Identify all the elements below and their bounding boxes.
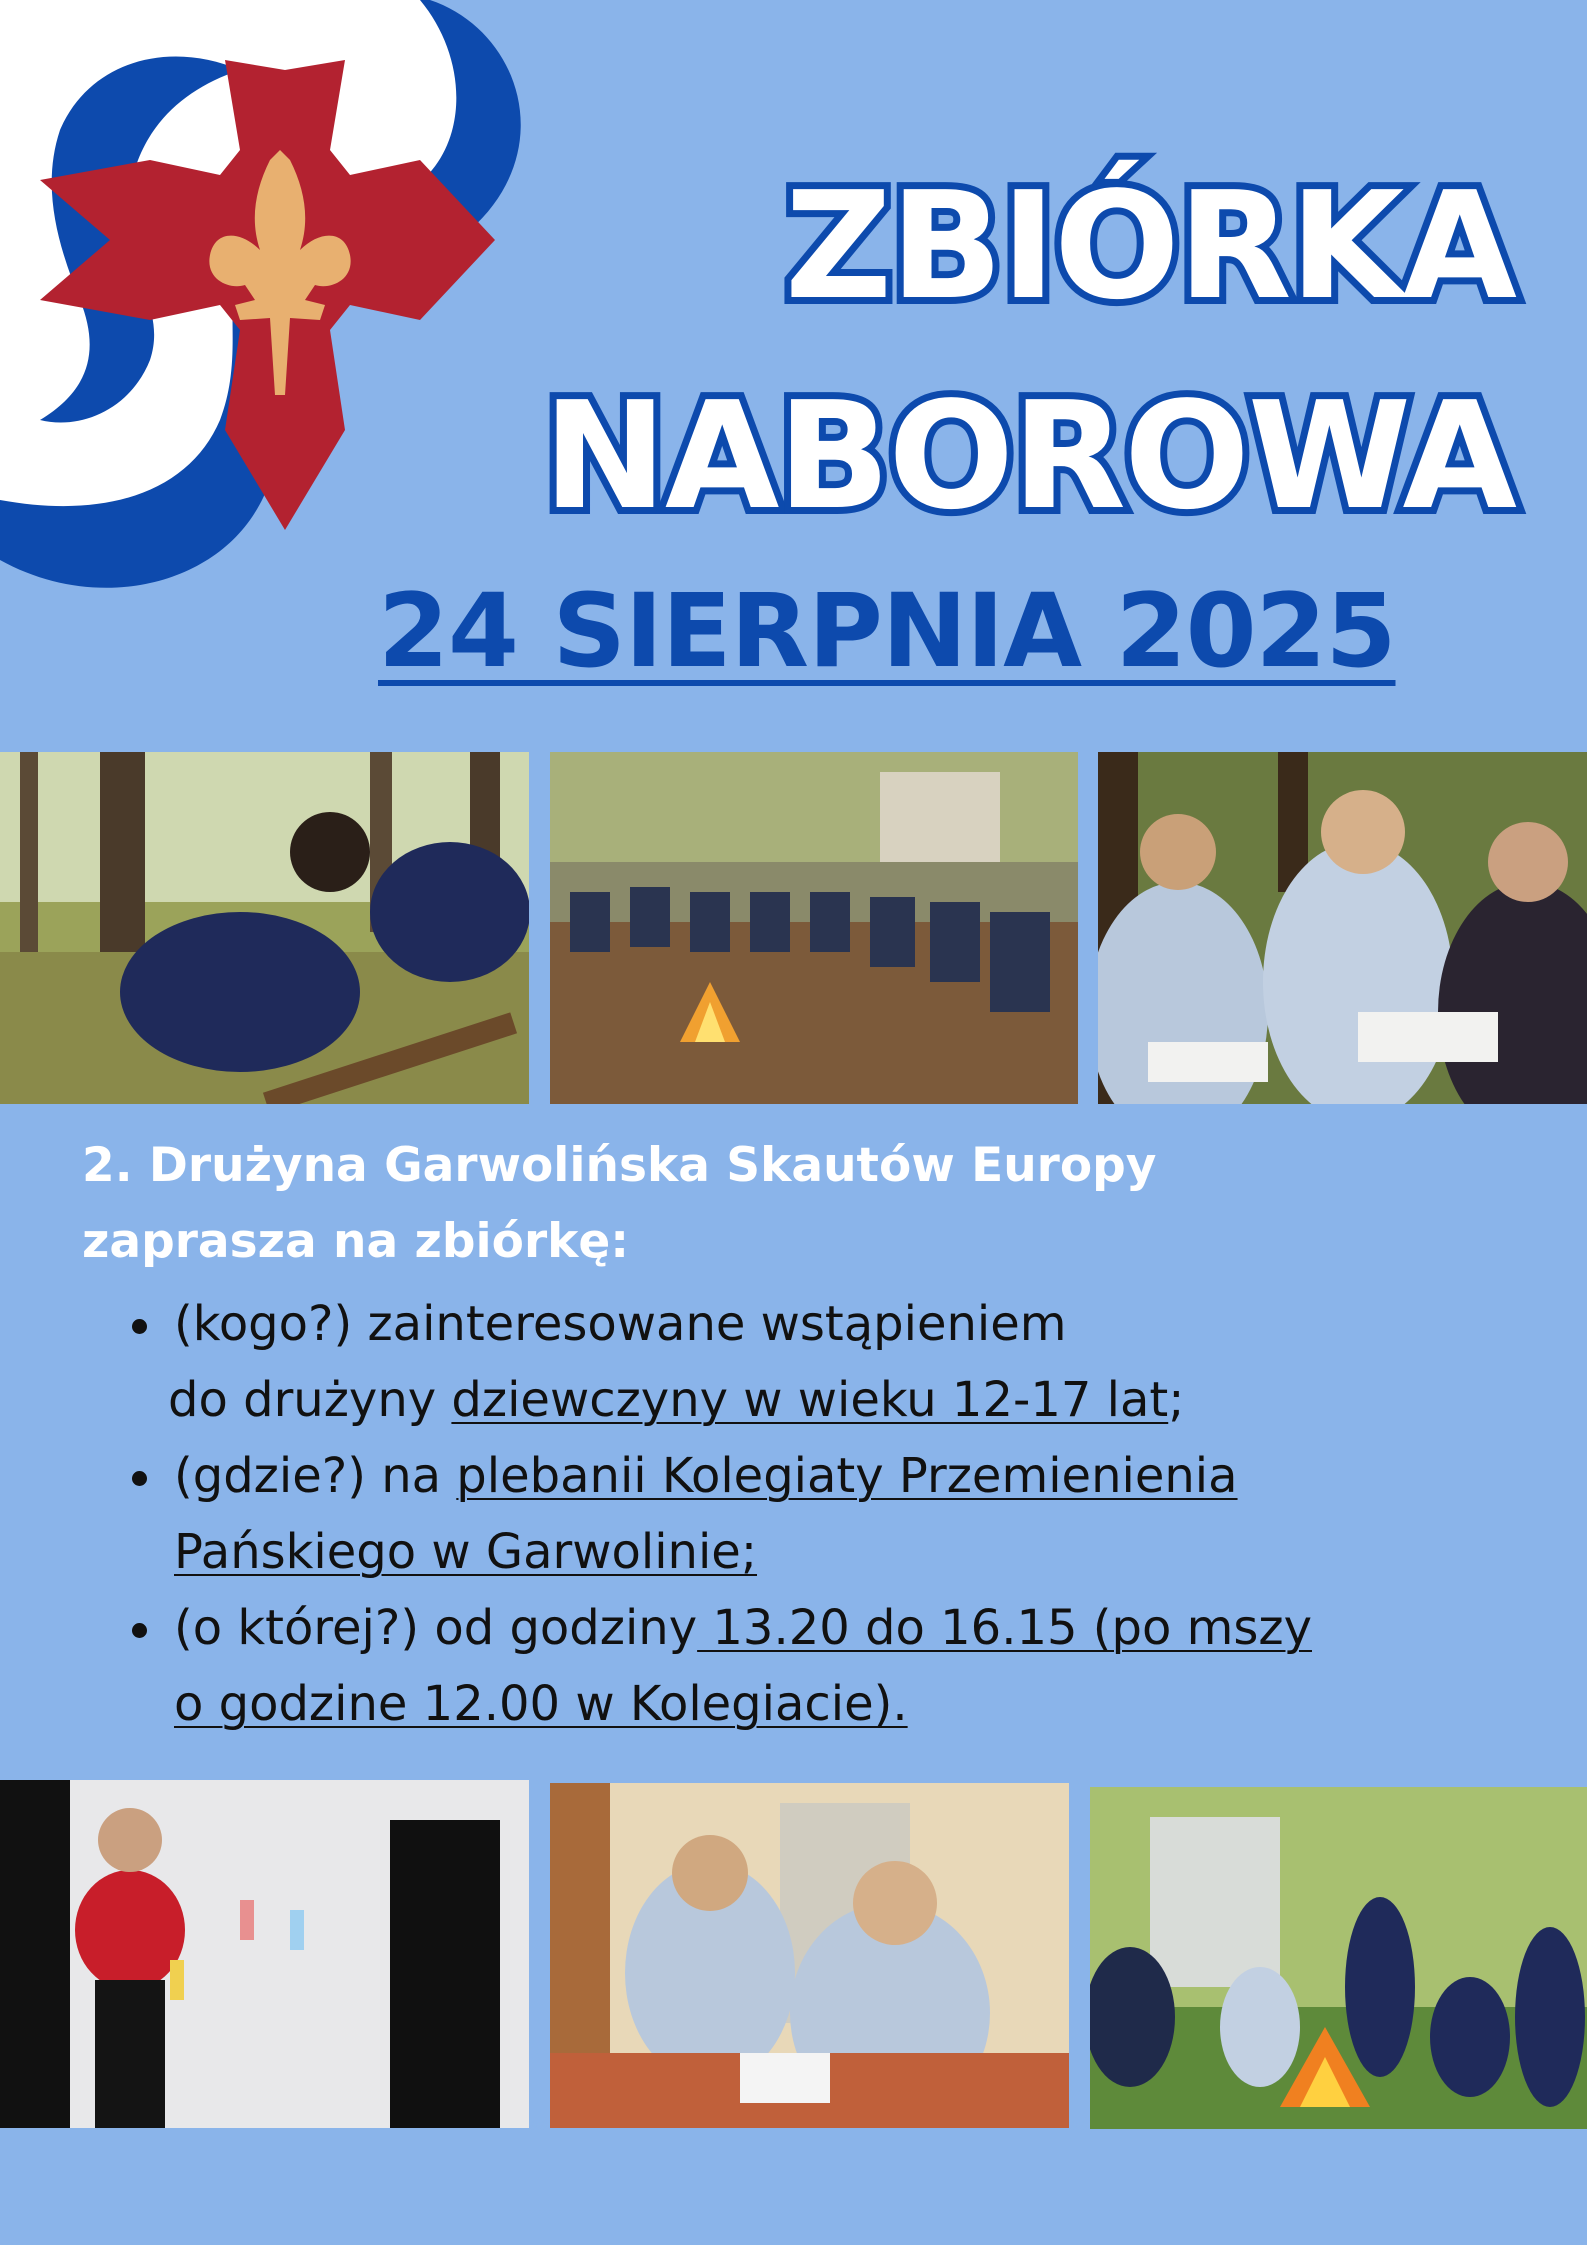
invitation-text [82,1128,1465,1742]
title-line-1: ZBIÓRKA [784,160,1515,332]
photo-puppet-show [0,1780,529,2128]
bullet-text: na [365,1448,457,1504]
photo-scouts-reading [1098,752,1587,1104]
photo-forest-sawing [0,752,529,1104]
title-line-2: NABOROWA [543,370,1515,542]
event-date: 24 SIERPNIA 2025 [378,572,1396,691]
details-list [82,1286,1465,1742]
intro-line-1: 2. Drużyna Garwolińska Skautów Europy [82,1138,1157,1193]
bullet-text: ; [1168,1372,1185,1428]
bullet-line-2 [168,1362,1465,1438]
photo-outdoor-fire [1090,1787,1587,2129]
question-when: (o której?) [174,1600,420,1656]
list-item [82,1286,1465,1438]
bullet-text: od godziny [419,1600,698,1656]
question-who: (kogo?) [174,1296,353,1352]
bullet-text: do drużyny [168,1372,452,1428]
photo-campfire-circle [550,752,1078,1104]
target-audience: dziewczyny w wieku 12-17 lat [451,1372,1169,1428]
location-line-2: Pańskiego w Garwolinie; [174,1524,758,1580]
mass-time: o godzine 12.00 w Kolegiacie). [174,1676,908,1732]
time-range: 13.20 do 16.15 (po mszy [697,1600,1312,1656]
bullet-text: zainteresowane wstąpieniem [352,1296,1067,1352]
intro-paragraph [82,1128,1465,1280]
photo-crafting-table [550,1783,1069,2128]
location-line-1: plebanii Kolegiaty Przemienienia [456,1448,1238,1504]
intro-line-2: zaprasza na zbiórkę: [82,1214,630,1269]
list-item [82,1590,1465,1742]
list-item [82,1438,1465,1590]
question-where: (gdzie?) [174,1448,366,1504]
scout-cross-fleur-de-lis-icon [0,0,570,620]
